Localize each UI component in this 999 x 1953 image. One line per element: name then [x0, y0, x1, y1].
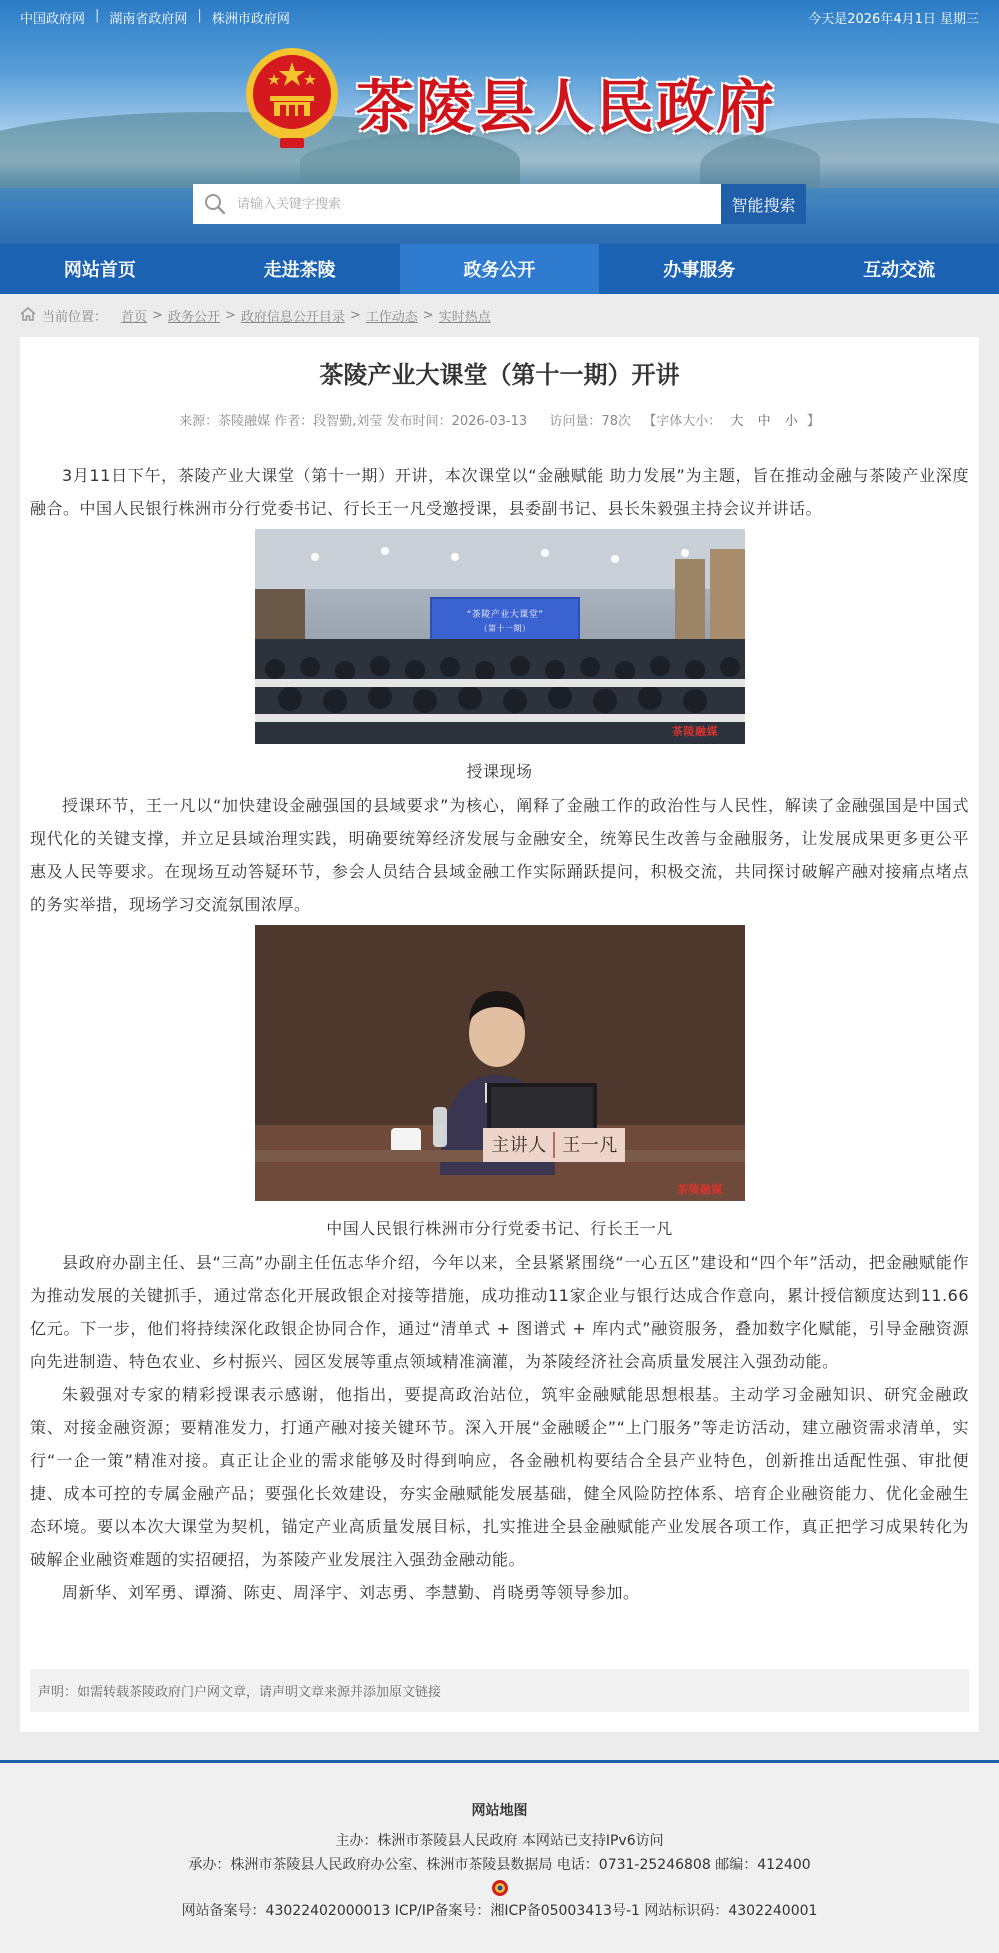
article-paragraph: 朱毅强对专家的精彩授课表示感谢，他指出，要提高政治站位，筑牢金融赋能思想根基。主动学习金融知识、研究金融政策、对接金融资源；要精准发力，打通产融对接关键环节。深入开展“金融暖企”“上门服务”等走访活动，建立融资需求清单，实行“一企一策”精准对接。真正让企业的需求能够及时得到响应，各金融机构要结合全县产业特色，创新推出适配性强、审批便捷、成本可控的专属金融产品；要强化长效建设，夯实金融赋能发展基础，健全风险防控体系、培育企业融资能力、优化金融生态环境。要以本次大课堂为契机，锚定产业高质量发展目标，扎实推进全县金融赋能产业发展各项工作，真正把学习成果转化为破解企业融资难题的实招硬招，为茶陵产业发展注入强劲金融动能。: [30, 1385, 969, 1569]
font-size-small[interactable]: 小: [784, 414, 798, 429]
site-header: [0, 0, 999, 244]
link-hunan-gov[interactable]: 湖南省政府网: [109, 12, 188, 27]
search-bar: [193, 184, 806, 224]
breadcrumb-item-hot-news[interactable]: 实时热点: [438, 310, 491, 325]
top-bar: [0, 0, 999, 32]
article-paragraph: 周新华、刘军勇、谭漪、陈吏、周泽宇、刘志勇、李慧勤、肖晓勇等领导参加。: [62, 1583, 640, 1602]
article-paragraph: 授课环节，王一凡以“加快建设金融强国的县域要求”为核心，阐释了金融工作的政治性与人民性，解读了金融强国是中国式现代化的关键支撑，并立足县域治理实践，明确要统筹经济发展与金融安全，统筹民生改善与金融服务，让发展成果更多更公平惠及人民等要求。在现场互动答疑环节，参会人员结合县域金融工作实际踊跃提问，积极交流，共同探讨破解产融对接痛点堵点的务实举措，现场学习交流氛围浓厚。: [30, 796, 969, 914]
breadcrumb-item-work-news[interactable]: 工作动态: [365, 310, 418, 325]
police-badge-icon[interactable]: [0, 1877, 999, 1899]
speaker-image: [255, 925, 745, 1201]
article-photo-lecture-hall: [255, 529, 745, 755]
article-paragraph: 县政府办副主任、县“三高”办副主任伍志华介绍，今年以来，全县紧紧围绕“一心五区”建设和“四个年”活动，把金融赋能作为推动发展的关键抓手，通过常态化开展政银企对接等措施，成功推动11家企业与银行达成合作意向，累计授信额度达到11.66亿元。下一步，他们将持续深化政银企协同合作，通过“清单式 + 图谱式 + 库内式”融资服务，叠加数字化赋能，引导金融资源向先进制造、特色农业、乡村振兴、园区发展等重点领域精准滴灌，为茶陵经济社会高质量发展注入强劲动能。: [30, 1253, 969, 1371]
breadcrumb-item-home[interactable]: 首页: [121, 310, 148, 325]
breadcrumb-label: 当前位置：: [42, 310, 108, 325]
article-author: 段智勤,刘莹: [313, 414, 383, 429]
site-title: 茶陵县人民政府: [356, 73, 777, 141]
photo-caption: 中国人民银行株洲市分行党委书记、行长王一凡: [326, 1219, 673, 1238]
nav-item-government-affairs[interactable]: 政务公开: [400, 244, 600, 294]
site-footer: [0, 1760, 999, 1953]
home-icon: [20, 307, 36, 325]
breadcrumb-item-catalog[interactable]: 政府信息公开目录: [240, 310, 345, 325]
article-title: 茶陵产业大课堂（第十一期）开讲: [319, 361, 680, 389]
link-gov-cn[interactable]: 中国政府网: [20, 12, 86, 27]
nameplate-role: 主讲人: [490, 1135, 547, 1156]
article-publish-time: 2026-03-13: [451, 414, 528, 429]
breadcrumb-item-government-affairs[interactable]: 政务公开: [167, 310, 220, 325]
link-zhuzhou-gov[interactable]: 株洲市政府网: [211, 12, 290, 27]
nav-item-services[interactable]: 办事服务: [663, 260, 736, 281]
nav-item-interaction[interactable]: 互动交流: [863, 260, 936, 281]
font-size-large[interactable]: 大: [730, 414, 744, 429]
font-size-medium[interactable]: 中: [757, 414, 771, 429]
search-icon: [193, 184, 237, 224]
separator: |: [197, 8, 202, 23]
nav-item-about-chaling[interactable]: 走进茶陵: [263, 260, 336, 281]
search-box: [193, 184, 721, 224]
search-input[interactable]: [237, 185, 707, 223]
top-links: [20, 8, 290, 27]
lecture-hall-image: [255, 529, 745, 744]
smart-search-button[interactable]: 智能搜索: [721, 184, 806, 224]
article-meta: 来源：茶陵融媒 作者：段智勤,刘莹 发布时间：2026-03-13 访问量：78次 【字体大小： 大 中 小 】: [179, 414, 820, 429]
article-container: [20, 337, 979, 1732]
nav-item-home[interactable]: 网站首页: [63, 260, 136, 281]
reprint-notice: 声明：如需转载茶陵政府门户网文章，请声明文章来源并添加原文链接: [30, 1669, 969, 1712]
breadcrumb: 当前位置： 首页 > 政务公开 > 政府信息公开目录 > 工作动态 > 实时热点: [0, 294, 999, 337]
article-body: [30, 459, 969, 1609]
national-emblem-icon: [240, 44, 344, 154]
sitemap-link[interactable]: 网站地图: [471, 1803, 528, 1819]
main-nav: [0, 244, 999, 294]
footer-records: 网站备案号：43022402000013 ICP/IP备案号：湘ICP备05003413号-1 网站标识码：4302240001: [181, 1903, 818, 1919]
screen-title: “茶陵产业大课堂”: [466, 610, 543, 620]
today-date: 今天是2026年4月1日 星期三: [808, 12, 979, 27]
photo-watermark: 茶陵融媒: [676, 1183, 723, 1196]
footer-host: 主办：株洲市茶陵县人民政府 本网站已支持IPv6访问: [335, 1833, 664, 1849]
photo-watermark: 茶陵融媒: [671, 725, 718, 738]
photo-caption: 授课现场: [466, 762, 533, 781]
article-views: 78次: [601, 414, 631, 429]
screen-subtitle: （第十一期）: [479, 624, 530, 633]
footer-organizer: 承办：株洲市茶陵县人民政府办公室、株洲市茶陵县数据局 电话：0731-25246808 邮编：412400: [188, 1857, 811, 1873]
article-source: 茶陵融媒: [218, 414, 271, 429]
article-paragraph: 3月11日下午，茶陵产业大课堂（第十一期）开讲，本次课堂以“金融赋能 助力发展”为主题，旨在推动金融与茶陵产业深度融合。中国人民银行株洲市分行党委书记、行长王一凡受邀授课，县委副书记、县长朱毅强主持会议并讲话。: [30, 466, 969, 518]
separator: |: [95, 8, 100, 23]
nameplate-name: 王一凡: [561, 1135, 618, 1156]
article-photo-speaker: [255, 925, 745, 1212]
